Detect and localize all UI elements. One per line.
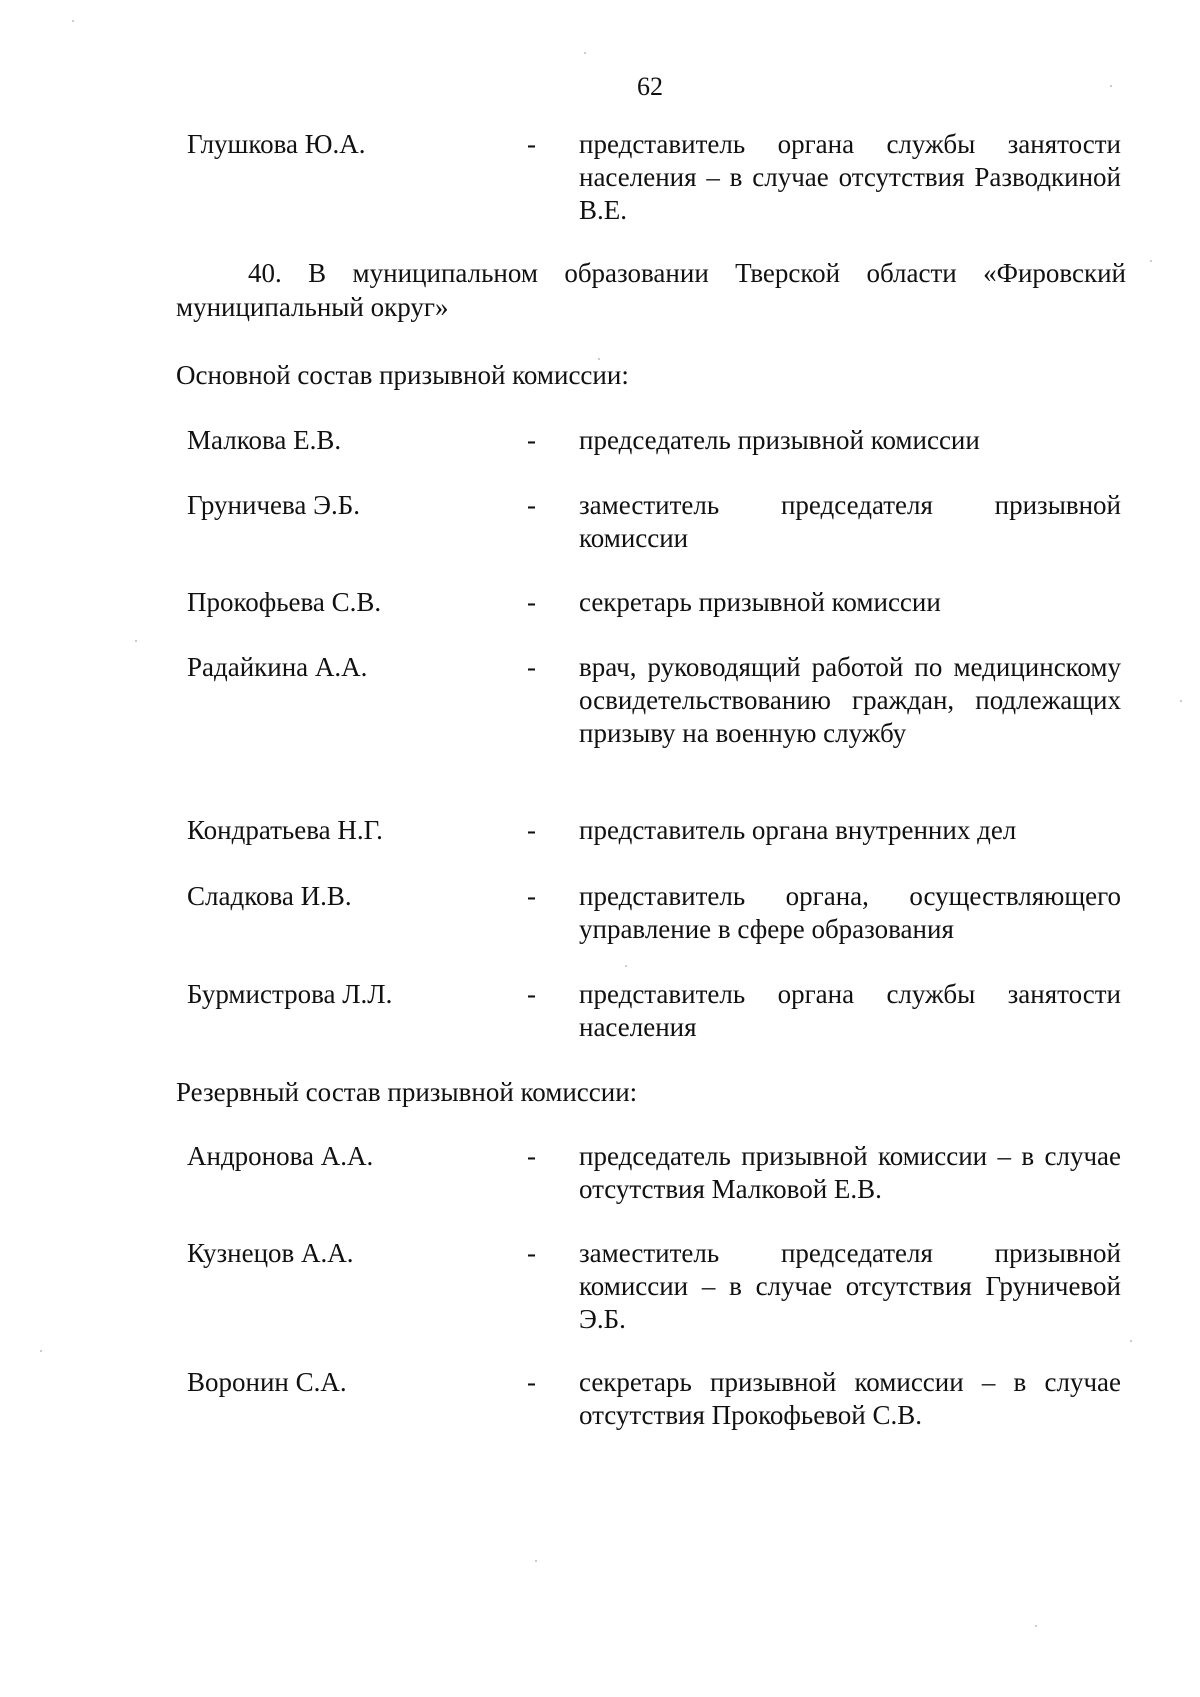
scan-speck (1180, 700, 1182, 702)
scan-speck (135, 640, 137, 642)
entry-dash: - (527, 881, 536, 911)
member-name: Бурмистрова Л.Л. (187, 979, 393, 1009)
entry-dash: - (527, 652, 536, 682)
member-role: заместитель председателя призывной комиссии – в случае отсутствия Груничевой Э.Б. (579, 1238, 1121, 1334)
member-role: представитель органа внутренних дел (579, 815, 1017, 845)
scan-speck (535, 1560, 537, 1562)
member-name: Радайкина А.А. (187, 652, 368, 682)
scan-speck (1110, 85, 1112, 87)
member-role: представитель органа, осуществляющего управление в сфере образования (579, 881, 1121, 944)
member-role: председатель призывной комиссии – в случае отсутствия Малковой Е.В. (579, 1141, 1121, 1204)
scan-speck (40, 1350, 42, 1352)
reserve-composition-title: Резервный состав призывной комиссии: (176, 1077, 638, 1107)
page-number: 62 (637, 72, 663, 101)
section-heading (176, 256, 1126, 324)
member-role: представитель органа службы занятости населения (579, 979, 1121, 1042)
scan-speck (1130, 1340, 1132, 1342)
entry-dash: - (527, 1238, 536, 1268)
scan-speck (625, 965, 627, 967)
scan-speck (584, 52, 586, 54)
scan-speck (72, 20, 74, 22)
section-heading-text: 40. В муниципальном образовании Тверской области «Фировский муниципальный округ» (176, 258, 1126, 322)
member-role: представитель органа службы занятости населения – в случае отсутствия Разводкиной В.Е. (579, 129, 1121, 225)
member-name: Глушкова Ю.А. (187, 129, 366, 159)
member-name: Кондратьева Н.Г. (187, 815, 383, 845)
member-role: врач, руководящий работой по медицинскому освидетельствованию граждан, подлежащих призыву на военную службу (579, 652, 1121, 748)
entry-dash: - (527, 1141, 536, 1171)
member-name: Кузнецов А.А. (187, 1238, 354, 1268)
member-role: секретарь призывной комиссии (579, 587, 941, 617)
scan-speck (598, 358, 600, 360)
member-name: Андронова А.А. (187, 1141, 374, 1171)
scan-speck (1035, 1625, 1037, 1627)
member-name: Малкова Е.В. (187, 425, 342, 455)
member-name: Воронин С.А. (187, 1367, 347, 1397)
entry-dash: - (527, 979, 536, 1009)
entry-dash: - (527, 129, 536, 159)
entry-dash: - (527, 815, 536, 845)
member-name: Сладкова И.В. (187, 881, 352, 911)
entry-dash: - (527, 490, 536, 520)
main-composition-title: Основной состав призывной комиссии: (176, 360, 629, 390)
member-role: председатель призывной комиссии (579, 425, 980, 455)
member-role: заместитель председателя призывной комиссии (579, 490, 1121, 553)
member-name: Прокофьева С.В. (187, 587, 382, 617)
member-role: секретарь призывной комиссии – в случае отсутствия Прокофьевой С.В. (579, 1367, 1121, 1430)
member-name: Груничева Э.Б. (187, 490, 360, 520)
scan-speck (1150, 260, 1152, 262)
entry-dash: - (527, 425, 536, 455)
entry-dash: - (527, 587, 536, 617)
entry-dash: - (527, 1367, 536, 1397)
